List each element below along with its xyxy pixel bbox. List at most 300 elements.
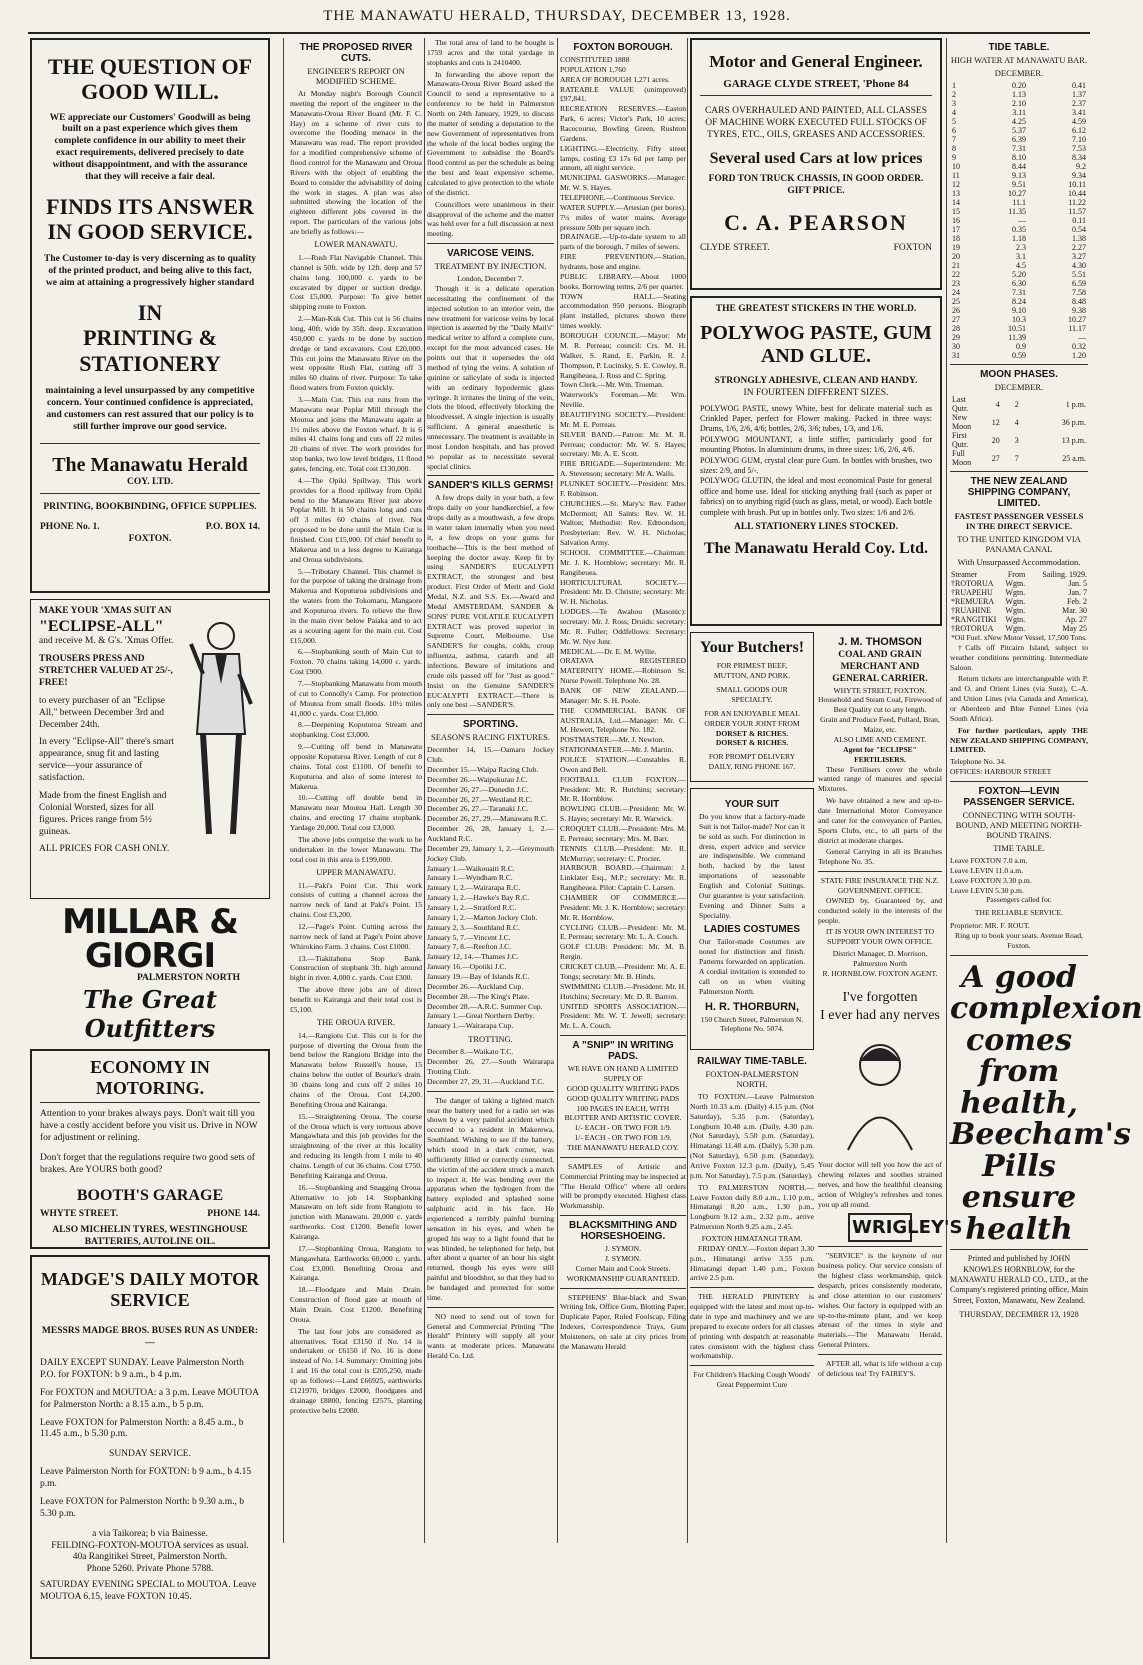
fixture-item: January 1, 2.—Wairarapa R.C.	[427, 883, 521, 893]
tide-row: 23 6.30 6.59	[952, 279, 1086, 288]
column-rule	[946, 38, 947, 1543]
goodwill-title: THE QUESTION OF GOOD WILL.	[47, 54, 253, 105]
goodwill-p1: WE appreciate our Customers' Goodwill as being built on a past experience which gives them complete confidence in our ability to meet their exact requirements, delivered precisely to date without disappointment, and with the assurance that they will receive a fair deal.	[49, 112, 251, 182]
motor-p: CARS OVERHAULED AND PAINTED, ALL CLASSES OF MACHINE WORK EXECUTED FULL STOCKS OF TYRES, ETC., OILS, GREASES AND ACCESSORIES.	[704, 106, 928, 141]
levin-time: Leave LEVIN 11.0 a.m.	[950, 865, 1024, 875]
fixture-item: December 26, 27.—Dunedin J.C.	[427, 784, 529, 794]
fixture-item: December 14, 15.—Oamaru Jockey Club.	[427, 745, 554, 765]
madge-l11: Phone 5260. Private Phone 5788.	[86, 1564, 214, 1575]
varicose-dateline: London, December 7.	[457, 274, 524, 284]
tide-row: 10 8.44 9.2	[952, 162, 1086, 171]
butchers-l6: FOR PROMPT DELIVERY DAILY, RING PHONE 167.	[708, 752, 796, 772]
fixture-item: January 1.—Great Northern Derby.	[427, 1011, 535, 1021]
borough-item: TENNIS CLUB.—President: Mr. R. McMurray; secretary: C. Procter.	[560, 843, 686, 863]
beecham-line: ensure	[961, 1180, 1077, 1216]
tide-row: 19 2.3 2.27	[952, 243, 1086, 252]
trot-item: December 27, 29, 31.—Auckland T.C.	[427, 1076, 545, 1086]
moon-row: Last Qutr. 4 2 1 p.m.	[952, 395, 1086, 413]
madge-l10: 40a Rangitikei Street, Palmerston North.	[72, 1552, 228, 1563]
shipping-sub2: TO THE UNITED KINGDOM VIA PANAMA CANAL	[957, 534, 1081, 554]
river-continued-p: Councillors were unanimous in their disapproval of the scheme and the matter was held over for a full discussion at next meeting.	[427, 199, 554, 239]
shipping-note: Return tickets are interchangeable with P. and O. and Orient Lines (via Suez), C.-A. and Union Lines (via Canada and America), or Aberdeen and Blue Funnel Lines (via South Africa).	[950, 674, 1088, 723]
eclipse-l3: and receive M. & G's. 'Xmas Offer.	[39, 636, 174, 647]
thomson-p: Grain and Produce Feed, Pollard, Bran, Maize, etc.	[820, 715, 940, 735]
tram-heading: FOXTON HIMATANGI TRAM.	[701, 1234, 803, 1244]
nerves-l1: I've forgotten	[842, 989, 918, 1005]
motor-name: C. A. PEARSON	[724, 210, 908, 236]
borough-item: Waterwork's Foreman.—Mr. Wm. Neville.	[560, 390, 686, 410]
column-5	[690, 38, 963, 1543]
thorburn-name: H. R. THORBURN,	[704, 1000, 800, 1013]
tide-month: DECEMBER.	[994, 68, 1044, 78]
tide-row: 1 0.20 0.41	[952, 81, 1086, 90]
blacksmith-heading: BLACKSMITHING AND HORSESHOEING.	[569, 1220, 677, 1243]
booth-ad	[30, 1049, 270, 1249]
borough-item: CHAMBER OF COMMERCE.—President: Mr. J. K. Hornblow; secretary: Mr. R. Hornblow.	[560, 893, 686, 922]
borough-item: ORATAVA REGISTERED MATERNITY HOME.—Robinson St. Nurse Powell. Telephone No. 28.	[560, 656, 686, 686]
borough-item: MUNICIPAL GASWORKS.—Manager: Mr. W. S. Hayes.	[560, 173, 686, 193]
nerves-l2: I ever had any nerves	[820, 1007, 940, 1023]
suit-p: Do you know that a factory-made Suit is not Tailor-made? Nor can it be sold as such. For distinction in dress, expert advice and service are indispensible. We command both, backed by the latest importations of seasonable English and Colonial Suitings. Our guarantee is your satisfaction. Evening and Dinner Suits a Speciality.	[699, 812, 805, 920]
polywog-item: POLYWOG GLUTIN, the ideal and most economical Paste for general office and home use. Ideal for sticking anything frail (such as paper or fabrics) on to anything rigid (such as glass, metal, or wood). Each bottle complete with brush. Put up in bottles only. Two sizes: 1/6 and 2/6.	[700, 476, 932, 517]
goodwill-p2: The Customer to-day is very discerning as to quality of the printed product, and being alive to this fact, we aim at attaining a progressively higher standard	[44, 254, 256, 289]
rail-heading: RAILWAY TIME-TABLE.	[697, 1056, 807, 1067]
booth-phone: PHONE 144.	[207, 1209, 260, 1220]
insurance-heading: STATE FIRE INSURANCE THE N.Z. GOVERNMENT. OFFICE.	[820, 876, 940, 895]
beecham-line: Beecham's	[950, 1117, 1131, 1153]
sporting-sub: SEASON'S RACING FIXTURES.	[431, 732, 550, 743]
ship-row: †RUAHINE Wgtn. Mar. 30	[951, 606, 1087, 615]
thomson-p: We have obtained a new and up-to-date International Motor Conveyance and cater for the conveyance of Parties, Sports Clubs, etc., to all parts of the district at moderate charges.	[818, 796, 942, 845]
fixture-item: January 1, 2.—Hawke's Bay R.C.	[427, 893, 530, 903]
fixture-item: December 28.—The King's Plate.	[427, 991, 530, 1001]
goodwill-work: PRINTING, BOOKBINDING, OFFICE SUPPLIES.	[43, 502, 257, 513]
polywog-all: ALL STATIONERY LINES STOCKED.	[733, 521, 899, 532]
column-rule	[283, 38, 284, 1543]
borough-item: STATIONMASTER.—Mr. J. Martin.	[560, 745, 674, 755]
river-article	[290, 89, 422, 1415]
river-p: 8.—Deepening Koputuroa Stream and stopbanking. Cost £3,000.	[290, 720, 422, 740]
moon-heading: MOON PHASES.	[980, 369, 1058, 380]
suit-ad	[690, 788, 814, 1050]
motor-street: CLYDE STREET.	[700, 243, 770, 254]
goodwill-h4: PRINTING & STATIONERY	[79, 325, 221, 376]
tide-row: 15 11.35 11.57	[952, 207, 1086, 216]
tide-row: 6 5.37 6.12	[952, 126, 1086, 135]
beecham-ad	[950, 959, 1143, 1247]
shipping-sub3: With Unsurpassed Accommodation.	[957, 557, 1081, 567]
levin-time: Leave LEVIN 5.30 p.m.	[950, 885, 1024, 895]
tide-row: 26 9.10 9.38	[952, 306, 1086, 315]
column-5-left	[690, 632, 814, 1390]
beecham-line: health,	[960, 1085, 1078, 1121]
polywog-sub: STRONGLY ADHESIVE, CLEAN AND HANDY.	[714, 375, 918, 386]
tide-row: 17 0.35 0.54	[952, 225, 1086, 234]
borough-item: UNITED SPORTS ASSOCIATION.—President: Mr. W. T. Jewell; secretary: Mr. L. A. Couch.	[560, 1001, 686, 1031]
borough-item: CRICKET CLUB.—President: Mr. A. E. Tongs; secretary: Mr. B. Hinds.	[560, 962, 686, 981]
tide-row: 27 10.3 10.27	[952, 315, 1086, 324]
sporting-heading: SPORTING.	[462, 719, 518, 731]
insurance-p: OWNED by, Guaranteed by, and conducted solely in the interests of the people.	[818, 895, 942, 925]
fixture-item: December 26.—Auckland Cup.	[427, 981, 524, 991]
tide-row: 5 4.25 4.59	[952, 117, 1086, 126]
borough-item: CROQUET CLUB.—President: Mrs. M. E. Perreau; secretary: Mrs. M. Barr.	[560, 824, 686, 843]
polywog-ad	[690, 296, 942, 626]
polywog-top: THE GREATEST STICKERS IN THE WORLD.	[715, 304, 917, 314]
snip-list	[560, 1064, 686, 1153]
varicose-heading: VARICOSE VEINS.	[446, 248, 535, 260]
fixture-item: December 15.—Waipa Racing Club.	[427, 765, 539, 774]
woman-illustration-icon	[818, 1025, 942, 1155]
goodwill-phone: PHONE No. 1.	[40, 522, 100, 533]
river-continued-p: In forwarding the above report the Manawatu-Oroua River Board asked the Council to send a representative to a conference to be held in Palmerston North on 24th January, 1929, to discuss the matter of sending a deputation to the new Government of representatives from the whole of the local bodies urging the Government to subsidise the Board's flood control as per the schedule as being the best and least expensive scheme, calculated to give protection to the whole of the district.	[427, 69, 554, 197]
column-5-right	[818, 632, 963, 1390]
millar-logo-tag: The Great Outfitters	[83, 984, 217, 1043]
butchers-l4: DORSET & RICHES.	[715, 728, 789, 738]
tide-table	[950, 81, 1088, 360]
fixture-item: January 1.—Wyndham R.C.	[427, 873, 513, 883]
borough-item: POLICE STATION.—Constables R. Owen and Bell.	[560, 755, 686, 774]
levin-sub: CONNECTING WITH SOUTH-BOUND, AND MEETING NORTH-BOUND TRAINS.	[955, 810, 1083, 841]
polywog-items	[700, 404, 932, 518]
ship-row: *RANGITIKI Wgtn. Ap. 27	[951, 615, 1087, 624]
eclipse-l8: ALL PRICES FOR CASH ONLY.	[39, 844, 170, 855]
wrigley-p: Your doctor will tell you how the act of chewing relaxes and soothes strained nerves, and how the healthful cleansing action of Wrigley's refreshes and tones you up all round.	[818, 1160, 942, 1209]
river-p: 16.—Stopbanking and Snagging Oroua. Alternative to job 14. Stopbanking Manawatu on left side from Rangiotu to junction with Manawatu. 20,000 c. yards earthworks. Cost £1200. Benefit lower Kairanga.	[290, 1182, 422, 1241]
polywog-item: POLYWOG GUM, crystal clear pure Gum. In bottles with brushes, two sizes: 2/9, and 5/-.	[700, 455, 932, 475]
polywog-item: POLYWOG MOUNTANT, a little stiffer, particularly good for mounting Photos. In aluminium drums, in three sizes: 1/6, 2/6, 4/6.	[700, 434, 932, 455]
thomson-p: These Fertilisers cover the whole wanted range of manures and special Mixtures.	[818, 764, 942, 794]
wrigleys-logo: WRIGLEY'S	[848, 1213, 912, 1242]
madge-title: MADGE'S DAILY MOTOR SERVICE	[40, 1268, 260, 1310]
thomson-street: WHYTE STREET, FOXTON.	[833, 685, 927, 695]
shipping-note: †Calls off Pitcairn Island, subject to weather conditions permitting. Intermediate Saloon.	[950, 642, 1088, 672]
moon-row: New Moon 12 4 36 p.m.	[952, 413, 1086, 431]
madge-l2: DAILY EXCEPT SUNDAY. Leave Palmerston North P.O. for FOXTON: b 9 a.m., b 4 p.m.	[40, 1358, 244, 1380]
river-p: 18.—Floodgate and Main Drain. Construction of flood gate at mouth of Main Drain. Cost £1200. Benefiting Oroua.	[290, 1285, 422, 1324]
borough-item: RECREATION RESERVES.—Easton Park, 6 acres; Victor's Park, 10 acres; Racecourse, Bowling Green, Rushton Gardens.	[560, 104, 686, 143]
motor-ford: FORD TON TRUCK CHASSIS, IN GOOD ORDER. GIFT PRICE.	[708, 174, 924, 197]
borough-item: HARBOUR BOARD.—Chairman: J. Linklater Esq., M.P.; secretary: Mr. R. Rangiheuea. Pilot: Captain C. Larsen.	[560, 863, 686, 893]
thomson-p: General Carrying in all its Branches Telephone No. 35.	[818, 847, 942, 867]
borough-item: FIRE PREVENTION.—Station, hydrants, hose and engine.	[560, 252, 686, 272]
tide-row: 20 3.1 3.27	[952, 252, 1086, 261]
tide-row: 9 8.10 8.34	[952, 153, 1086, 162]
tide-row: 18 1.18 1.38	[952, 234, 1086, 243]
blacksmith-guarantee: WORKMANSHIP GUARANTEED.	[566, 1273, 680, 1283]
levin-proprietor: Proprietor: MR. F. ROUT.	[950, 921, 1030, 931]
borough-items	[560, 104, 686, 1031]
river-p: 7.—Stopbanking Manawatu from mouth of cut to Connolly's Camp. For protection of Moutoa from small floods. 10½ miles 41,000 c. yards. Cost £3,000.	[290, 679, 422, 718]
column-rule	[557, 38, 558, 1543]
fixture-item: January 12, 14.—Thames J.C.	[427, 952, 519, 962]
trotting-heading: TROTTING.	[468, 1034, 513, 1045]
sanders-p: A few drops daily in your bath, a few drops daily on your handkerchief, a few drops daily as a mouthwash, a few drops in water taken internally when you need it, a few drops on your gums for toothache—This is the best method of keeping the doctor away. Keep fit by using SANDER'S EUCALYPTI EXTRACT, the strongest and best product. First Order of Merit and Gold Medal, N.Z. and S.S. Ex.—Award and Medal AMSTERDAM. SANDER & SONS' PURE VOLATILE EUCALYPTI EXTRACT was proved superior in Supreme Court, Melbourne. Use SANDER'S for coughs, colds, croup influenza, asthma, catarrh and all infections. Beware of imitations and crude oils passed off for "Just as good." Insist on the Genuine SANDER'S EUCALYPTI EXTRACT.—There is only one best —SANDER'S.	[427, 493, 554, 710]
moon-row: Full Moon 27 7 25 a.m.	[952, 449, 1086, 467]
fixture-item: January 19.—Bay of Islands R.C.	[427, 972, 530, 982]
booth-p1: Attention to your brakes always pays. Don't wait till you have a costly accident before you visit us. Drive in NOW for adjustment or relining.	[40, 1109, 258, 1143]
butchers-l5: DORSET & RICHES.	[715, 738, 789, 748]
fixture-item: December 28.—A.R.C. Summer Cup.	[427, 1001, 543, 1011]
motor-cars: Several used Cars at low prices	[709, 149, 923, 167]
butchers-l3: FOR AN ENJOYABLE MEAL ORDER YOUR JOINT FROM	[704, 708, 800, 728]
tide-heading: TIDE TABLE.	[988, 42, 1050, 53]
shipping-offices: OFFICES: HARBOUR STREET	[950, 767, 1052, 777]
snip-heading: A "SNIP" IN WRITING PADS.	[572, 1040, 674, 1063]
goodwill-coy: COY. LTD.	[126, 477, 174, 488]
tide-row: 30 0.9 0.32	[952, 342, 1086, 351]
goodwill-p3: maintaining a level unsurpassed by any competitive concern. Your continued confidence is appreciated, and customers can rest assured that our policy is to still further improve our good service.	[45, 385, 255, 432]
thomson-p: ALSO LIME AND CEMENT.	[833, 734, 927, 744]
eclipse-l4: TROUSERS PRESS AND STRETCHER VALUED AT 25/-, FREE!	[39, 654, 173, 688]
borough-item: GOLF CLUB: President: Mr. M. B. Rergin.	[560, 942, 686, 962]
costumes-heading: LADIES COSTUMES	[703, 924, 801, 936]
tide-row: 11 9.13 9.34	[952, 171, 1086, 180]
costumes-p: Our Tailor-made Costumes are noted for distinction and finish. Patterns forwarded on application. A cordial invitation is extended to call on us when visiting Palmerston North.	[699, 937, 805, 996]
column-4	[560, 38, 686, 1543]
goodwill-town: FOXTON.	[128, 534, 172, 545]
sanders-heading: SANDER'S KILLS GERMS!	[427, 480, 554, 492]
polywog-heading: POLYWOG PASTE, GUM AND GLUE.	[700, 321, 932, 367]
column-3	[427, 38, 554, 1543]
booth-title: ECONOMY IN MOTORING.	[90, 1056, 210, 1098]
goodwill-h2: FINDS ITS ANSWER IN GOOD SERVICE.	[46, 193, 254, 245]
river-p: 6.—Stopbanking south of Main Cut to Foxton. 70 chains taking 14,000 c. yards. Cost £900.	[290, 647, 422, 677]
masthead: THE MANAWATU HERALD, THURSDAY, DECEMBER 13, 1928.	[323, 8, 791, 24]
beecham-line: health	[965, 1211, 1073, 1247]
imprint-date: THURSDAY, DECEMBER 13, 1928	[959, 1310, 1079, 1320]
snip-line: GOOD QUALITY WRITING PADS	[566, 1093, 680, 1103]
eclipse-l7: Made from the finest English and Colonial Worsted, sizes for all figures. Prices range from 5½ guineas.	[39, 790, 167, 837]
borough-item: SILVER BAND.—Patron: Mr. M. R. Perreau; conductor: Mr. W. S. Hayes; secretary: Mr. A. E. Scott.	[560, 429, 686, 459]
thomson-heading: J. M. THOMSON	[838, 636, 922, 648]
borough-item: CYCLING CLUB.—President: Mr. M. E. Perreau; secretary: Mr. L. A. Couch.	[560, 922, 686, 942]
borough-item: FOOTBALL CLUB FOXTON.—President: Mr. R. Hutchins; secretary: Mr. R. Hornblow.	[560, 774, 686, 804]
shipping-heading: THE NEW ZEALAND SHIPPING COMPANY, LIMITED.	[967, 476, 1071, 509]
insurance-manager: District Manager, D. Morrison, Palmerston North	[832, 949, 928, 968]
madge-l7: Leave FOXTON for Palmerston North: b 9.30 a.m., b 5.30 p.m.	[40, 1496, 245, 1519]
booth-street: WHYTE STREET.	[40, 1209, 118, 1220]
printing-notice: NO need to send out of town for General and Commercial Printing "The Herald" Printery will supply all your wants at moderate prices. Manawatu Herald Co. Ltd.	[427, 1311, 554, 1361]
motor-town: FOXTON	[893, 243, 932, 254]
madge-l12: SATURDAY EVENING SPECIAL to MOUTOA. Leave MOUTOA 6.15, leave FOXTON 10.45.	[40, 1580, 257, 1602]
borough-item: THE COMMERCIAL BANK OF AUSTRALIA, Ltd.—Manager: Mr. C. M. Hewett, Telephone No. 182.	[560, 705, 686, 735]
ship-row: †RUAPEHU Wgtn. Jan. 7	[951, 588, 1087, 597]
varicose-sub: TREATMENT BY INJECTION.	[434, 261, 547, 272]
madge-l5: SUNDAY SERVICE.	[109, 1449, 191, 1460]
borough-stat: RATEABLE VALUE (unimproved) £97,841.	[560, 84, 686, 104]
river-p: 15.—Straightening Oroua. The course of the Oroua which is very tortuous above Mangawhata and this job provides for the straightening of the river at this locality and reducing its length from 1 mile to 40 chains. Length of cut 36 chains. Cost £750. Benefiting Kairanga and Oroua.	[290, 1111, 422, 1180]
moon-month: DECEMBER.	[994, 382, 1044, 392]
fixture-item: January 1, 2.—Marton Jockey Club.	[427, 912, 538, 922]
fixture-item: December 26, 27.—Westland R.C.	[427, 794, 533, 804]
millar-logo-name: MILLAR & GIORGI	[62, 902, 238, 976]
river-sub: UPPER MANAWATU.	[316, 866, 396, 877]
fixture-item: December 26, 27.—Taranaki J.C.	[427, 804, 529, 814]
borough-item: WATER SUPPLY.—Artesian (per bores). 7½ miles of water mains. Average pressure 50lb per square inch.	[560, 202, 686, 232]
tide-row: 8 7.31 7.53	[952, 144, 1086, 153]
borough-item: BOWLING CLUB.—President: Mr. W. S. Hayes; secretary: Mr. R. Warwick.	[560, 804, 686, 824]
beecham-line: A good	[961, 959, 1077, 995]
snip-line: 1/- EACH - OR TWO FOR 1/9.	[574, 1123, 672, 1133]
fixtures-list	[427, 745, 554, 1031]
booth-name: BOOTH'S GARAGE	[76, 1186, 224, 1204]
madge-l3: For FOXTON and MOUTOA: a 3 p.m. Leave MOUTOA for Palmerston North: a 8.15 a.m., b 5 p.m.	[40, 1387, 259, 1410]
butchers-l2: SMALL GOODS OUR SPECIALTY.	[716, 685, 788, 704]
borough-item: BANK OF NEW ZEALAND.—Manager: Mr. S. H. Poole.	[560, 686, 686, 705]
river-p: 5.—Tributary Channel. This channel is for the purpose of taking the drainage from Makerua and Koputuroa subdivisions and the waters from the Tokomaru, Mangaore and Koputuroa rivers. To relieve the flow in the main river below Paiaka and to act as a scouring agent for the main cut. Cost £15,000.	[290, 566, 422, 645]
borough-item: Town Clerk.—Mr. Wm. Trueman.	[560, 380, 664, 390]
printery-p: THE HERALD PRINTERY is equipped with the latest and most up-to-date in type and machinery and we are prepared to execute orders for all classes of printing with despatch at reasonable rates consistent with the highest class workmanship.	[690, 1292, 814, 1361]
ship-row: Steamer From Sailing. 1929.	[951, 570, 1087, 579]
trot-item: December 8.—Waikato T.C.	[427, 1047, 514, 1057]
tide-row: 7 6.39 7.10	[952, 135, 1086, 144]
stephens-p: STEPHENS' Blue-black and Swan Writing Ink, Office Gum, Blotting Paper, Duplicate Paper, Ruled Foolscap, Filing Indexes, Correspondence Trays, Gum Moisteners, on sale at city prices from the Manawatu Herald	[560, 1292, 686, 1351]
river-p: 1.—Rush Flat Navigable Channel. This channel is 50ft. wide by 12ft. deep and 57 chains long. 100,000 c. yards to be excavated by dipper or suction dredge. Cost £5,000. Purpose: To give better shipping route to Foxton.	[290, 252, 422, 312]
millar-logo	[30, 902, 270, 1043]
butchers-heading: Your Butchers!	[699, 639, 805, 656]
levin-time: Leave FOXTON 7.0 a.m.	[950, 856, 1028, 866]
tide-row: 13 10.27 10.44	[952, 189, 1086, 198]
motor-garage: GARAGE CLYDE STREET, 'Phone 84	[723, 77, 909, 90]
insurance-p2: IT IS YOUR OWN INTEREST TO SUPPORT YOUR OWN OFFICE.	[825, 927, 935, 947]
beecham-line: comes from	[966, 1022, 1072, 1090]
suit-heading: YOUR SUIT	[724, 799, 780, 810]
borough-item: DRAINAGE.—Up-to-date system to all parts of the borough, 7 miles of sewers.	[560, 232, 686, 252]
column-rule	[687, 38, 688, 1543]
borough-item: CHURCHES.—St. Mary's: Rev. Father McDermott; All Saints: Rev. W. H. Walton; Methodist: Rev. Edmondson; Presbyterian: Rev. W. H. Nicholas; Salvation Army.	[560, 498, 686, 548]
fixture-item: January 7, 8.—Reefton J.C.	[427, 942, 512, 952]
madge-ad	[30, 1255, 270, 1659]
borough-heading: FOXTON BOROUGH.	[573, 42, 673, 53]
fixture-item: December 26, 28, January 1, 2.—Auckland R.C.	[427, 824, 554, 844]
column-2	[290, 38, 422, 1543]
fixture-item: January 5, 7.—Vincent J.C.	[427, 932, 511, 942]
imprint: Printed and published by JOHN KNOWLES HORNBLOW, for the MANAWATU HERALD CO., LTD., at the Company's registered printing office, Main Street, Foxton, Manawatu, New Zealand.	[950, 1254, 1088, 1305]
column-6	[950, 38, 1143, 1543]
river-p: The above jobs comprise the work to be undertaken in the lower Manawatu. The total cost in this area is £199,000.	[290, 834, 422, 864]
borough-item: PUBLIC LIBRARY.—About 1000 books. Borrowing terms, 2/6 per quarter.	[560, 271, 686, 291]
woods-p: For Children's Hacking Cough Woods' Great Peppermint Cure	[693, 1370, 811, 1390]
blacksmith-name: J. SYMON.	[604, 1253, 642, 1263]
fairey-p: AFTER all, what is life without a cup of delicious tea! Try FAIREY'S.	[818, 1358, 942, 1378]
river-p: 3.—Main Cut. This cut runs from the Manawatu near Poplar Mill through the Moutoa and joins the Manawatu again at 1½ miles above the Foxton wharf. It is 6 miles 41 chains long and cuts off 22 miles 20 chains of river. The work provides for stop banks, two low level bridges, 11 flood gates, fencing, etc. Total cost £130,000.	[290, 394, 422, 473]
tide-row: 21 4.5 4.30	[952, 261, 1086, 270]
river-p: 11.—Paki's Point Cut. This work consists of cutting a channel across the narrow neck of land at Paki's Point. 15 chains. Cost £3,200.	[290, 880, 422, 920]
borough-item: TOWN HALL.—Seating accommodation 950 persons. Biograph plant installed, pictures shown three times weekly.	[560, 291, 686, 331]
levin-timetable: TIME TABLE.	[993, 843, 1045, 854]
river-p: 17.—Stopbanking Oroua, Rangiotu to Mangawhata. Earthworks 60,000 c. yards. Cost £3,000. Benefiting Oroua and Kairanga.	[290, 1243, 422, 1283]
booth-also: ALSO MICHELIN TYRES, WESTINGHOUSE BATTERIES, AUTOLINE OIL.	[52, 1224, 248, 1247]
river-p: The above three jobs are of direct benefit to Kairanga and their total cost is £5,100.	[290, 985, 422, 1014]
river-p: 12.—Page's Point. Cutting across the narrow neck of land at Page's Point above Whirokino Farm. 3 chains. Cost £1000.	[290, 921, 422, 951]
service-p: "SERVICE" is the keynote of our business policy. Our service consists of the highest class workmanship, quick despatch, prices consistently moderate, and close attention to our customers' wishes. Our factory is equipped with an up-to-the-minute plant, and we keep abreast of the times in style and materials.—The Manawatu Herald, General Printers.	[818, 1251, 942, 1350]
eclipse-ad	[30, 599, 270, 899]
goodwill-h3: IN	[137, 300, 163, 326]
samples-p: SAMPLES of Artistic and Commercial Printing may be inspected at "The Herald Office" where all orders will be promptly executed. Highest class Workmanship.	[560, 1161, 686, 1211]
levin-heading: FOXTON—LEVIN PASSENGER SERVICE.	[963, 786, 1075, 809]
borough-item: TELEPHONE.—Continuous Service.	[560, 193, 675, 203]
levin-note: Passengers called for.	[986, 895, 1052, 905]
polywog-item: POLYWOG PASTE, snowy White, best for delicate material such as Crinkled Paper, perfect for Flower making. Packed in three ways: Drums, 1/6, 2/6, 4/6; bottles, 2/6, 3/6; tubes, 1/3, and 1/6.	[700, 403, 932, 434]
fixture-item: January 1.—Wairarapa Cup.	[427, 1021, 514, 1031]
shipping-note: For further particulars, apply THE NEW ZEALAND SHIPPING COMPANY, LIMITED.	[950, 725, 1088, 755]
river-p: 4.—The Opiki Spillway. This work provides for a flood spillway from Opiki bend to the Manawatu River just above Poplar Mill. It is 50 chains long and cuts off 3 miles 60 chains of river. Not proposed to be done until the Main Cut is finished. Cost £15,000. Of chief benefit to Makerua and to a less degree to Kairanga and Oroua subdivisions.	[290, 475, 422, 564]
borough-item: MEDICAL.—Dr. E. M. Wyllie.	[560, 646, 657, 656]
borough-stat: POPULATION 1,760	[560, 64, 626, 74]
river-p: The last four jobs are considered as alternatives. Total £3150 if No. 14 is undertaken or £6150 if No. 16 is done instead of No. 14. Summary: Omitting jobs 1 and 16 the total cost is £205,250, made up as follows:—Land £66925, earthworks £121970, bridges £2000, floodgates and drainage £8800, fencing £2575, planting protective belts £2080.	[290, 1326, 422, 1415]
river-sub: LOWER MANAWATU.	[314, 238, 398, 249]
tide-row: 28 10.51 11.17	[952, 324, 1086, 333]
thomson-p: Agent for "ECLIPSE" FERTILISERS.	[843, 744, 917, 764]
shipping-table	[950, 570, 1088, 633]
ship-row: *REMUERA Wgtn. Feb. 2	[951, 597, 1087, 606]
river-continued-p: The total area of land to be bought is 1759 acres and the total yardage in stopbanks and cuts is 2410400.	[427, 38, 554, 67]
levin-reliable: THE RELIABLE SERVICE.	[974, 908, 1064, 918]
eclipse-l6: In every "Eclipse-All" there's smart appearance, snug fit and lasting service—your assurance of satisfaction.	[39, 737, 175, 784]
snip-line: 100 PAGES IN EACH, WITH BLOTTER AND ARTISTIC COVER.	[564, 1103, 682, 1123]
polywog-firm: The Manawatu Herald Coy. Ltd.	[703, 539, 928, 557]
moon-table	[950, 395, 1088, 467]
tide-sub: HIGH WATER AT MANAWATU BAR.	[950, 55, 1088, 65]
eclipse-l5: to every purchaser of an "Eclipse All," between December 3rd and December 24th.	[39, 695, 166, 730]
moon-row: First Qutr. 20 3 13 p.m.	[952, 431, 1086, 449]
column-1	[30, 38, 270, 1665]
borough-item: POSTMASTER.—Mr. J. Newton.	[560, 735, 665, 745]
river-p: 2.—Man-Kuk Cut. This cut is 56 chains long, 40ft. wide by 35ft. deep. Excavation 450,000 c. yards to be done by suction dredge or land excavators. Cost £20,000. This cut joins the Manawatu River on the west opposite Rush Flat, cutting off 3 miles 60 chains of river. Purpose: To take flood waters from Foxton quickly.	[290, 314, 422, 393]
polywog-sub2: IN FOURTEEN DIFFERENT SIZES.	[743, 387, 889, 398]
levin-contact: Ring up to book your seats. Avenue Road, Foxton.	[955, 931, 1083, 950]
river-sub: THE OROUA RIVER.	[316, 1016, 396, 1027]
shipping-note: *Oil Fuel. xNew Motor Vessel, 17,500 Tons.	[951, 633, 1087, 642]
trot-item: December 26, 27.—South Wairarapa Trotting Club.	[427, 1057, 554, 1076]
insurance-agent: R. HORNBLOW. FOXTON AGENT.	[822, 968, 938, 978]
beecham-line: Pills	[982, 1148, 1056, 1184]
tide-row: 3 2.10 2.37	[952, 99, 1086, 108]
river-subheading: ENGINEER'S REPORT ON MODIFIED SCHEME.	[307, 66, 405, 86]
shipping-phone: Telephone No. 34.	[950, 757, 1006, 767]
ship-row: †ROTORUA Wgtn. May 25	[951, 624, 1087, 633]
fixture-item: December 26, 27, 29.—Manawatu R.C.	[427, 814, 548, 824]
river-p: 13.—Tiakitahuna Stop Bank. Construction of stopbank 3ft. high around bight in river. 4,000 c. yards. Cost £300.	[290, 953, 422, 983]
tide-row: 25 8.24 8.48	[952, 297, 1086, 306]
river-p: 9.—Cutting off bend in Manawatu opposite Koputuroa River. Length of cut 8 chains. Total cost £1100. Of benefit to Koputuroa and also of some interest to Makerua.	[290, 742, 422, 791]
fixture-item: December 29, January 1, 2.—Greymouth Jockey Club.	[427, 843, 554, 863]
madge-l4: Leave FOXTON for Palmerston North: a 8.45 a.m., b 11.45 a.m., b 5.30 p.m.	[40, 1417, 244, 1440]
millar-logo-sub: PALMERSTON NORTH	[136, 973, 240, 983]
tide-row: 12 9.51 10.11	[952, 180, 1086, 189]
madge-l6: Leave Palmerston North for FOXTON: b 9 a.m., b 4.15 p.m.	[40, 1467, 252, 1489]
fixture-item: January 16.—Opotiki J.C.	[427, 962, 507, 972]
butchers-l1: FOR PRIMEST BEEF, MUTTON, AND PORK.	[713, 661, 791, 681]
borough-item: FIRE BRIGADE.—Superintendent: Mr. A. Stevenson; secretary: Mr A. Wails.	[560, 459, 686, 479]
borough-item: SWIMMING CLUB.—President: Mr. H. Hutchins; Secretary: Mr. D. R. Barron.	[560, 981, 686, 1001]
tide-row: 16 — 0.11	[952, 216, 1086, 225]
goodwill-box: P.O. BOX 14.	[205, 522, 260, 533]
tide-row: 22 5.20 5.51	[952, 270, 1086, 279]
rail-sub: FOXTON-PALMERSTON NORTH.	[705, 1069, 799, 1089]
battery-p: The danger of taking a lighted match near the battery used for a radio set was shown by a very painful accident which occurred to a resident in Makerewa, Southland. Wishing to see if the battery, which stood in a dark corner, was sufficiently filled or correctly connected, the victim of the accident struck a match to inspect it. He was bending over the apparatus when the hydrogen from the battery exploded and splashed some sulphuric acid in his face. He experienced a terribly painful burning sensation in his eyes, and when he groped his way to a light found that he was blinded, he telephoned for help, but after about a quarter of an hour his sight returned, though his eyes were still painful and bloodshot, so that they had to be bandaged and protected for some time.	[427, 1095, 554, 1302]
borough-item: HORTICULTURAL SOCIETY.—President: Mr. D. Christie; secretary: Mr. W. H. Nicholas.	[560, 577, 686, 607]
river-p: At Monday night's Borough Council meeting the report of the engineer to the Manawatu-Oroua River Board (Mr. F. C. Hay) on a scheme of river cuts to overcome the flooding menace in the Manawatu was read. The report provided for a modified comprehensive scheme of flood control for the Manawatu and Oroua Rivers with the object of enabling the Board to consider the advisability of doing the work in stages. A plan was also submitted showing the location of the eighteen different jobs covered in the report. The particulars of the various jobs are briefly as follows:—	[290, 89, 422, 237]
eclipse-l2: "ECLIPSE-ALL"	[39, 617, 164, 635]
fixture-item: January 1.—Waikouaiti R.C.	[427, 863, 515, 873]
goodwill-firm: The Manawatu Herald	[52, 454, 248, 477]
snip-line: 1/- EACH - OR TWO FOR 1/9.	[574, 1133, 672, 1143]
madge-l9: FEILDING-FOXTON-MOUTOA services as usual.	[51, 1540, 249, 1551]
beecham-line: complexion	[950, 991, 1143, 1027]
borough-item: LODGES.—Te Awahou (Masonic): secretary: Mr. J. Ross; Druids: secretary: Mr. R. Fuller; Oddfellows: Secretary: Mr. W. Nye Junr.	[560, 607, 686, 646]
